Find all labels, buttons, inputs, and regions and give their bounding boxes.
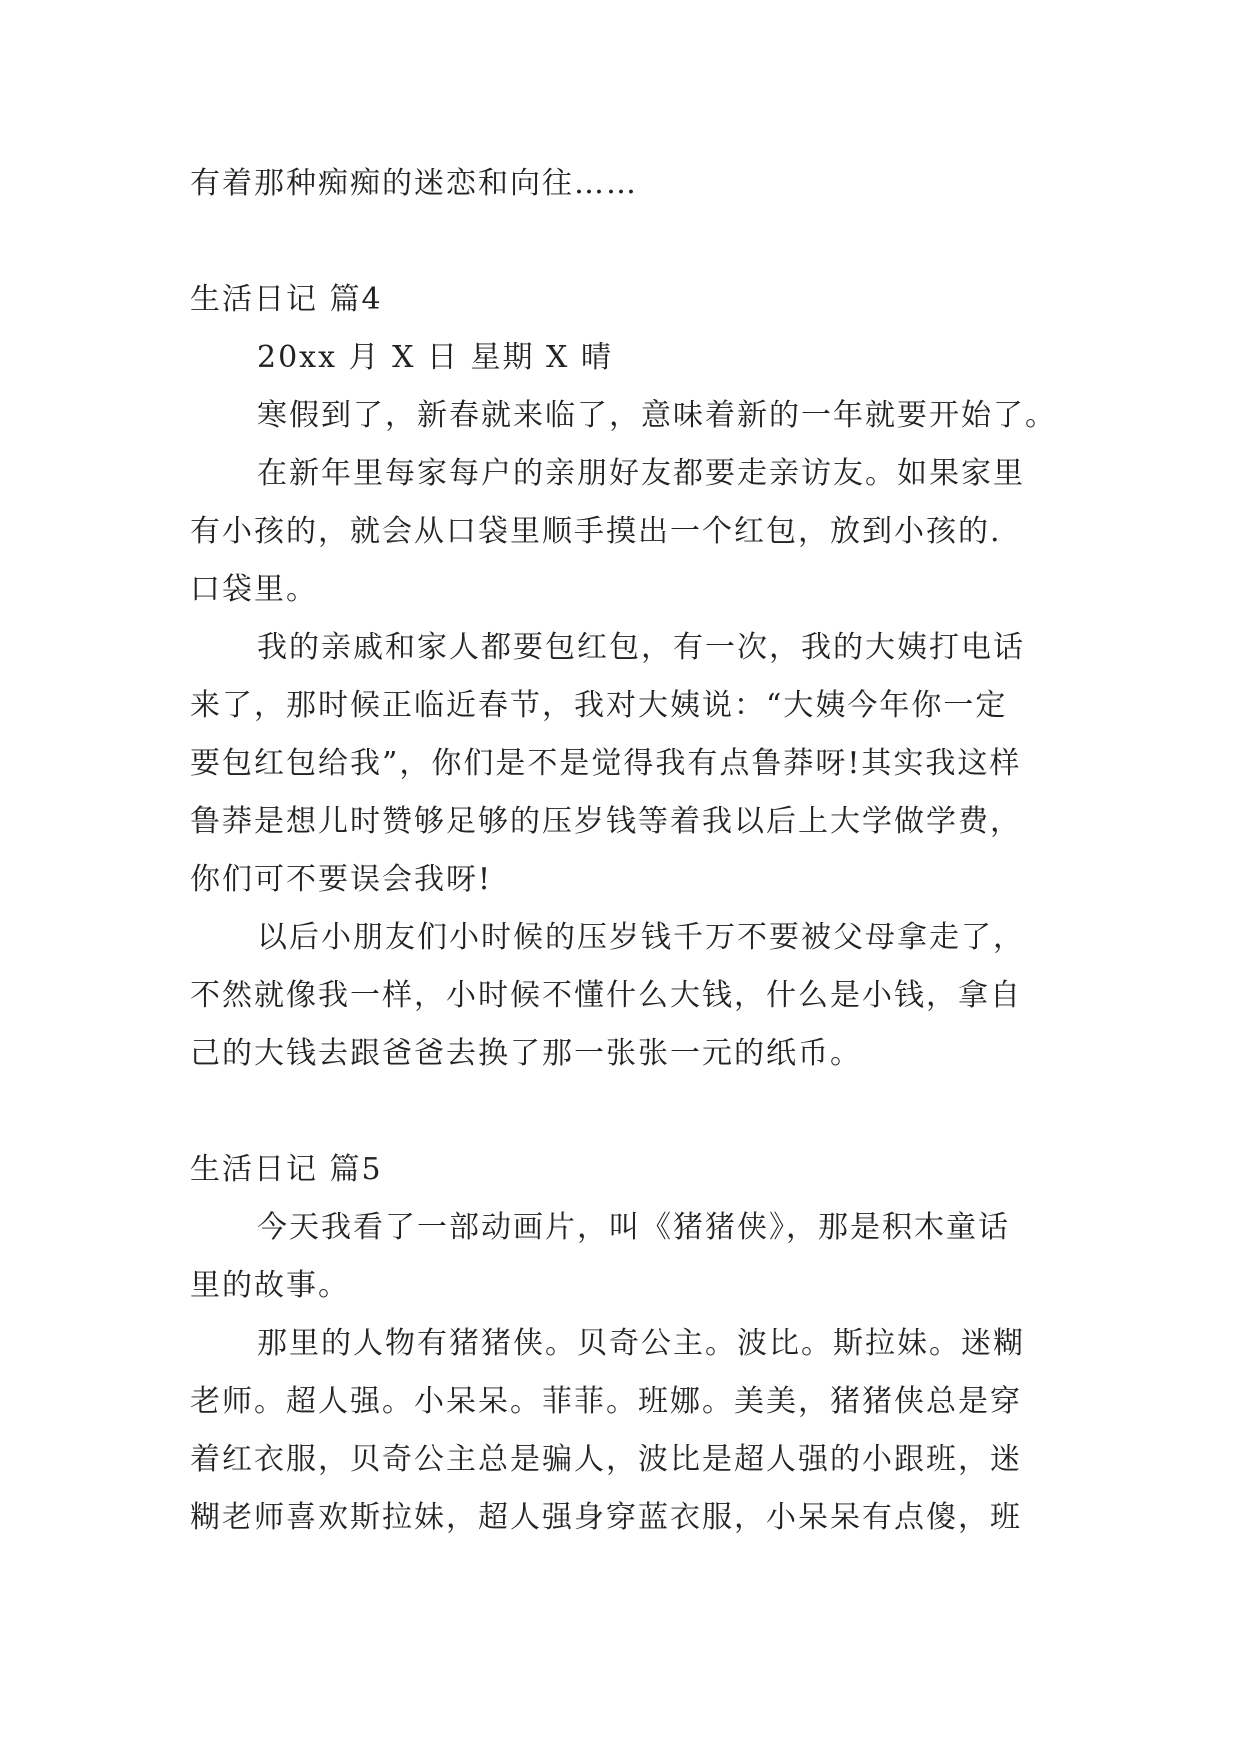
text-line: 有着那种痴痴的迷恋和向往…… [190,166,638,201]
text-line: 要包红包给我”，你们是不是觉得我有点鲁莽呀!其实我这样 [190,746,1022,781]
text-line: 在新年里每家每户的亲朋好友都要走亲访友。如果家里 [257,456,1025,491]
text-line: 寒假到了，新春就来临了，意味着新的一年就要开始了。 [257,398,1057,433]
section-heading: 生活日记 篇5 [190,1152,383,1187]
section-heading: 生活日记 篇4 [190,282,383,317]
text-line: 己的大钱去跟爸爸去换了那一张张一元的纸币。 [190,1036,862,1071]
text-line: 老师。超人强。小呆呆。菲菲。班娜。美美，猪猪侠总是穿 [190,1384,1022,1419]
text-line: 糊老师喜欢斯拉妹，超人强身穿蓝衣服，小呆呆有点傻，班 [190,1500,1022,1535]
text-line: 今天我看了一部动画片，叫《猪猪侠》，那是积木童话 [257,1210,1010,1245]
text-line: 你们可不要误会我呀! [190,862,493,897]
diary-date-line: 20xx 月 X 日 星期 X 晴 [257,340,613,375]
text-line: 有小孩的，就会从口袋里顺手摸出一个红包，放到小孩的. [190,514,1002,549]
text-line: 不然就像我一样，小时候不懂什么大钱，什么是小钱，拿自 [190,978,1022,1013]
text-line: 以后小朋友们小时候的压岁钱千万不要被父母拿走了， [257,920,1025,955]
text-line: 来了，那时候正临近春节，我对大姨说：“大姨今年你一定 [190,688,1008,723]
text-line: 着红衣服，贝奇公主总是骗人，波比是超人强的小跟班，迷 [190,1442,1022,1477]
text-line: 我的亲戚和家人都要包红包，有一次，我的大姨打电话 [257,630,1025,665]
text-line: 那里的人物有猪猪侠。贝奇公主。波比。斯拉妹。迷糊 [257,1326,1025,1361]
text-line: 口袋里。 [190,572,318,607]
text-line: 鲁莽是想儿时赞够足够的压岁钱等着我以后上大学做学费， [190,804,1022,839]
text-line: 里的故事。 [190,1268,350,1303]
